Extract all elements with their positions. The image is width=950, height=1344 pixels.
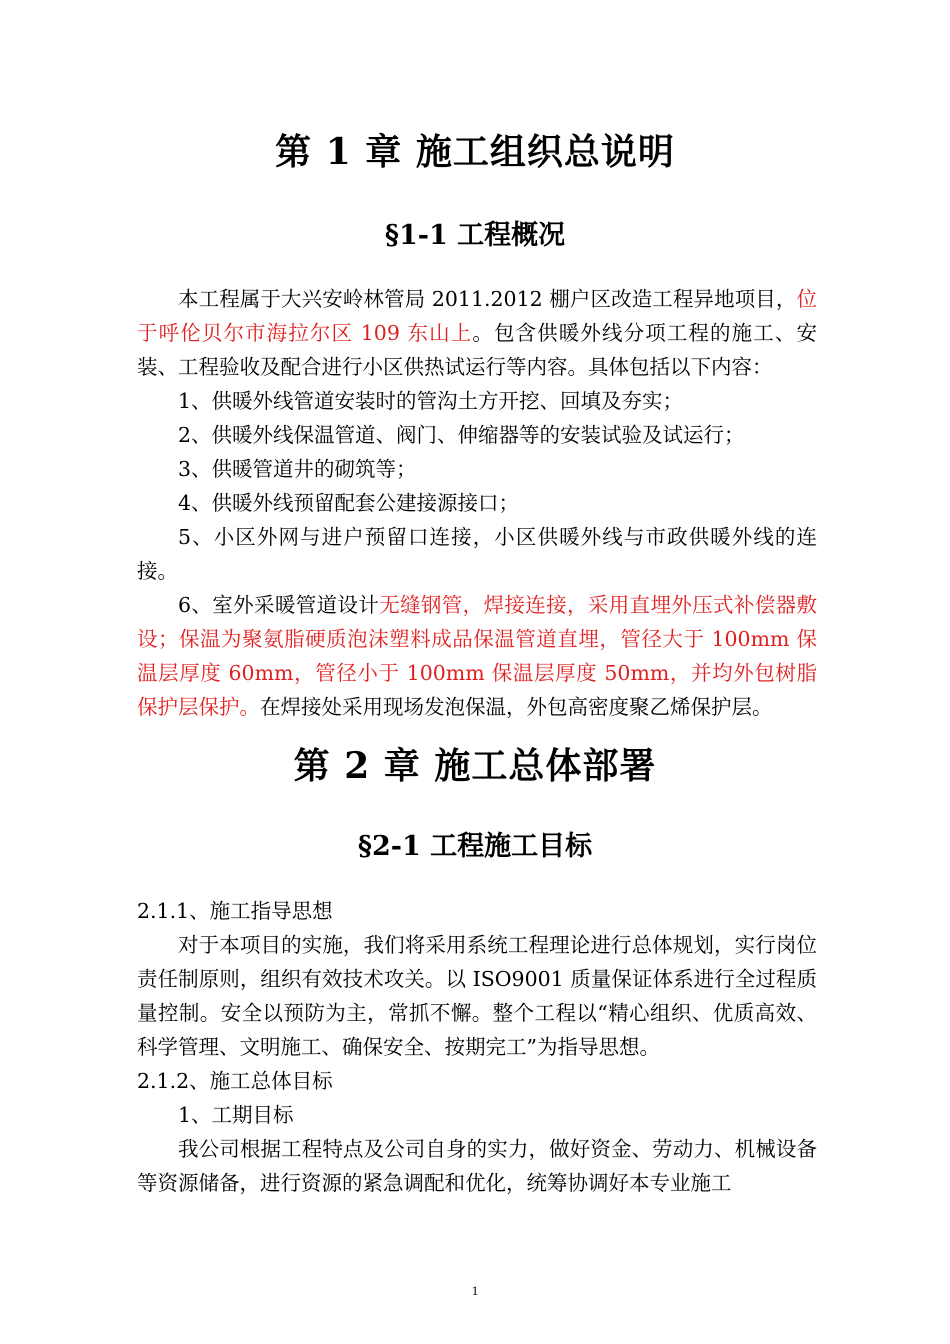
intro-text: 本工程属于大兴安岭林管局 2011.2012 棚户区改造工程异地项目， [178, 287, 797, 311]
guiding-paragraph: 对于本项目的实施，我们将采用系统工程理论进行总体规划，实行岗位责任制原则，组织有效技术攻关。以 ISO9001 质量保证体系进行全过程质量控制。安全以预防为主，常抓不懈。整个工程以“精心组织、优质高效、科学管理、文明施工、确保安全、按期完工”为指导思想。 [137, 933, 817, 1059]
item6-text: 6、室外采暖管道设计 [178, 593, 380, 617]
list-item-6 [137, 588, 817, 724]
list-item: 5、小区外网与进户预留口连接，小区供暖外线与市政供暖外线的连接。 [137, 525, 817, 583]
section-2-1-title: §2-1 工程施工目标 [357, 831, 593, 862]
schedule-paragraph: 我公司根据工程特点及公司自身的实力，做好资金、劳动力、机械设备等资源储备，进行资源的紧急调配和优化，统筹协调好本专业施工 [137, 1137, 817, 1195]
pipe-spec-highlight: 无缝钢管，焊接连接，采用直埋外压式补偿器敷设；保温为聚氨脂硬质泡沫塑料成品保温管道直埋，管径大于 100mm 保温层厚度 60mm，管径小于 100mm 保温层厚度 50mm，并均外包树脂保护层保护。 [137, 593, 818, 719]
subsection-heading: 2.1.1、施工指导思想 [137, 899, 333, 923]
item6-text-continued: 在焊接处采用现场发泡保温，外包高密度聚乙烯保护层。 [260, 695, 773, 719]
location-highlight: 位于呼伦贝尔市海拉尔区 109 东山上 [137, 287, 817, 345]
list-item: 2、供暖外线保温管道、阀门、伸缩器等的安装试验及试运行； [178, 423, 745, 447]
chapter-2-body [137, 894, 817, 1200]
list-item: 1、工期目标 [178, 1103, 294, 1127]
section-1-1-title: §1-1 工程概况 [384, 220, 566, 251]
page-number: 1 [471, 1283, 479, 1298]
list-item: 1、供暖外线管道安装时的管沟土方开挖、回填及夯实； [178, 389, 684, 413]
intro-paragraph [137, 282, 817, 384]
list-item: 4、供暖外线预留配套公建接源接口； [178, 491, 520, 515]
list-item: 3、供暖管道井的砌筑等； [178, 457, 417, 481]
chapter-1-body [137, 282, 817, 724]
intro-text-continued: 。包含供暖外线分项工程的施工、安装、工程验收及配合进行小区供热试运行等内容。具体包括以下内容： [137, 321, 817, 379]
chapter-1-title: 第 1 章 施工组织总说明 [275, 131, 675, 173]
chapter-2-title: 第 2 章 施工总体部署 [293, 745, 657, 787]
subsection-heading: 2.1.2、施工总体目标 [137, 1069, 333, 1093]
